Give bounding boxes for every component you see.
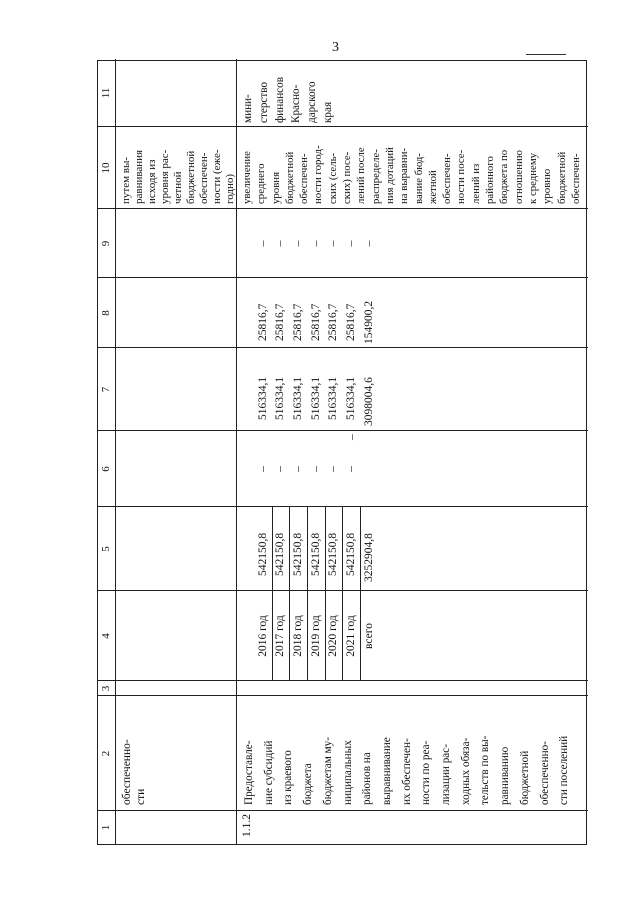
col-number: 5 xyxy=(100,546,112,552)
value-cell: – xyxy=(292,466,304,472)
col-divider xyxy=(98,810,588,811)
value-cell: 25816,7 xyxy=(310,303,322,341)
value-cell: – xyxy=(274,466,286,472)
continuation-result: путем вы- равнивания исходя из уровня рас- четной бюджетной обеспечен- ности (еже- годно) xyxy=(120,149,236,204)
total-value: 154900,2 xyxy=(363,300,375,344)
value-cell: 516334,1 xyxy=(345,376,357,420)
value-cell: 542150,8 xyxy=(257,532,269,576)
value-cell: – xyxy=(292,240,304,247)
year-cell: 2017 год xyxy=(274,615,286,657)
value-cell: 516334,1 xyxy=(257,376,269,420)
continuation-name: обеспеченно- сти xyxy=(121,739,148,805)
year-cell: 2020 год xyxy=(327,615,339,657)
value-cell: 516334,1 xyxy=(327,376,339,420)
col-divider xyxy=(98,347,588,348)
year-cell: 2021 год xyxy=(345,615,357,657)
item-number: 1.1.2 xyxy=(241,814,253,837)
value-cell: 25816,7 xyxy=(292,303,304,341)
col-number: 10 xyxy=(100,162,112,174)
total-value: 3252904,8 xyxy=(363,533,375,582)
col-number: 7 xyxy=(100,386,112,393)
value-cell: 25816,7 xyxy=(274,303,286,341)
value-cell: 542150,8 xyxy=(327,532,339,576)
col-divider xyxy=(98,126,588,127)
value-cell: 516334,1 xyxy=(274,376,286,420)
total-value: – xyxy=(346,434,358,440)
col-number: 11 xyxy=(100,87,112,99)
total-value: 3098004,6 xyxy=(363,377,375,426)
value-cell: – xyxy=(257,240,269,247)
value-cell: 516334,1 xyxy=(310,376,322,420)
rotated-table-container xyxy=(97,60,587,845)
item-result: увеличение среднего уровня бюджетной обеспечен- ности город- ских (сель- ских) посе- лений после распределе- ния дотаций на выравни- вание бюд- жетной обеспечен- ности посе- лений из районного бюджета по отношению к среднему уровню бюджетной обеспечен- xyxy=(241,145,582,204)
col-number: 4 xyxy=(100,633,112,639)
value-cell: – xyxy=(310,240,322,247)
col-number: 8 xyxy=(100,310,112,316)
value-cell: – xyxy=(345,466,357,472)
col-divider xyxy=(98,695,588,696)
col-number: 2 xyxy=(100,750,112,757)
value-cell: – xyxy=(327,466,339,472)
value-cell: 25816,7 xyxy=(345,303,357,341)
col-number: 1 xyxy=(100,824,112,831)
year-cell: 2019 год xyxy=(310,615,322,657)
col-number: 9 xyxy=(100,240,112,247)
item-name: Предоставле- ние субсидий из краевого бюджета бюджетам му- ниципальных районов на выравнивание их обеспечен- ности по реа- лизации рас- ходных обяза- тельств по вы- равниванию бюджетной обеспеченно- сти поселений xyxy=(243,735,571,805)
value-cell: 542150,8 xyxy=(310,532,322,576)
value-cell: 542150,8 xyxy=(345,532,357,576)
col-number: 3 xyxy=(100,685,112,692)
page-number: 3 xyxy=(332,40,339,55)
col-number: 6 xyxy=(100,466,112,472)
value-cell: 542150,8 xyxy=(292,532,304,576)
total-value: – xyxy=(363,240,375,247)
year-cell: 2018 год xyxy=(292,615,304,657)
value-cell: – xyxy=(345,240,357,247)
page-header-rule xyxy=(526,54,566,55)
value-cell: 25816,7 xyxy=(327,303,339,341)
value-cell: 516334,1 xyxy=(292,376,304,420)
year-cell: 2016 год xyxy=(257,615,269,657)
value-cell: – xyxy=(310,466,322,472)
value-cell: – xyxy=(257,466,269,472)
value-cell: – xyxy=(327,240,339,247)
header-rule xyxy=(115,59,116,844)
item-executor: мини- стерство финансов Красно- дарского края xyxy=(242,76,334,123)
total-label: всего xyxy=(363,623,375,649)
value-cell: – xyxy=(274,240,286,247)
value-cell: 542150,8 xyxy=(274,532,286,576)
budget-table xyxy=(97,60,587,845)
value-cell: 25816,7 xyxy=(257,303,269,341)
